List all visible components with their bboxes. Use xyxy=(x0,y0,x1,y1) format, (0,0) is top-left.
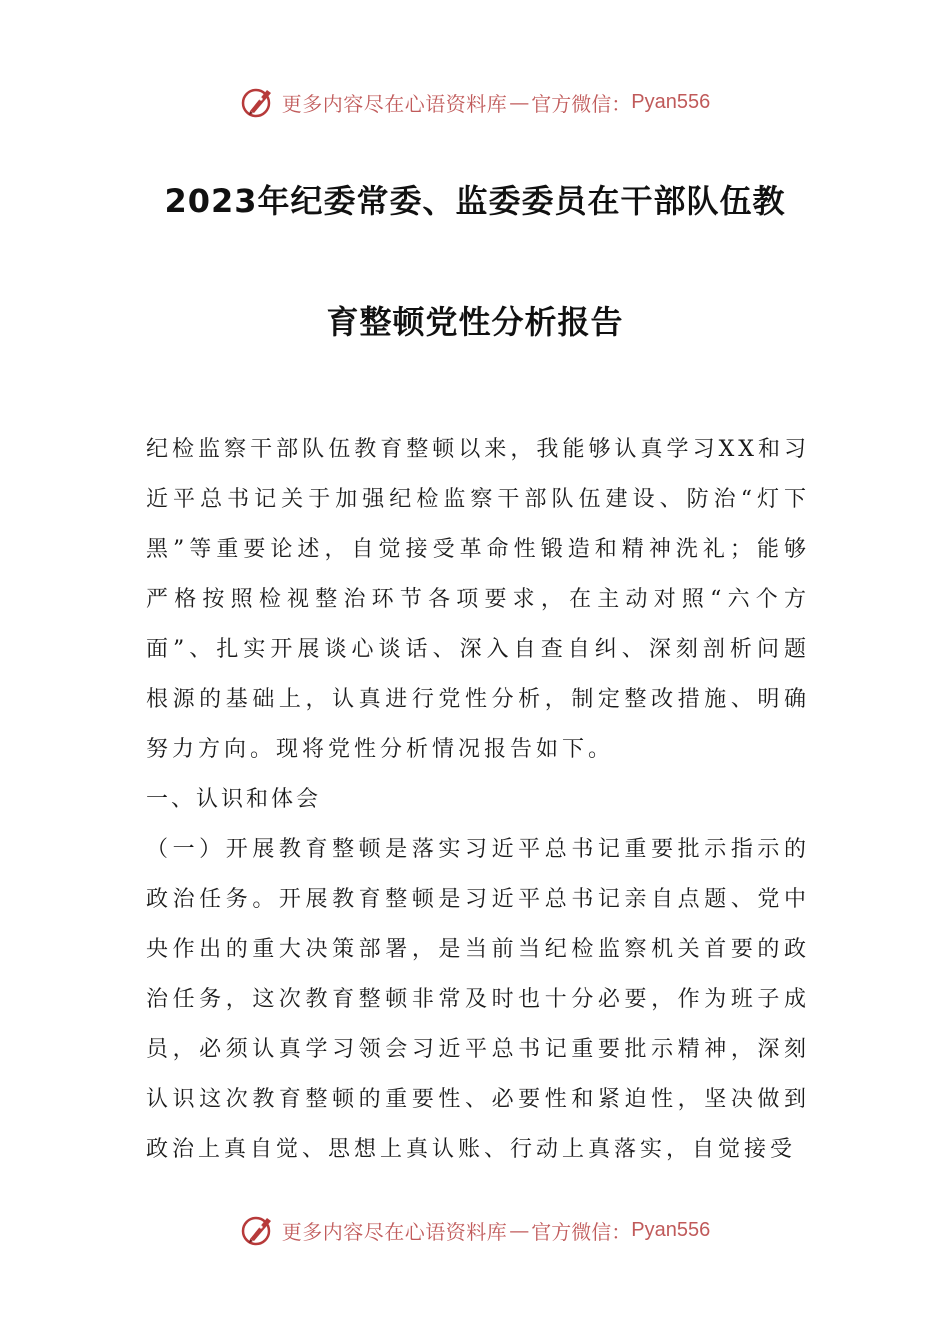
section-heading-1: 一、认识和体会 xyxy=(146,787,322,812)
paragraph-section-1-1: （一）开展教育整顿是落实习近平总书记重要批示指示的政治任务。开展教育整顿是习近平总书记亲自点题、党中央作出的重大决策部署，是当前当纪检监察机关首要的政治任务，这次教育整顿非常及时也十分必要，作为班子成员，必须认真学习领会习近平总书记重要批示精神，深刻认识这次教育整顿的重要性、必要性和紧迫性，坚决做到政治上真自觉、思想上真认账、行动上真落实，自觉接受 xyxy=(146,837,810,1162)
watermark-wechat-id: Pyan556 xyxy=(631,1218,711,1241)
pen-logo-icon xyxy=(240,1212,276,1248)
watermark-separator: — xyxy=(509,1218,530,1242)
watermark-banner-top xyxy=(0,80,950,124)
watermark-text: 更多内容尽在心语资料库 xyxy=(281,1219,508,1244)
watermark-separator: — xyxy=(509,90,530,114)
watermark-wechat-id: Pyan556 xyxy=(631,90,711,113)
pen-logo-icon xyxy=(240,84,276,120)
document-title-line-2: 育整顿党性分析报告 xyxy=(326,303,624,341)
watermark-wechat-label: 官方微信： xyxy=(531,1219,632,1244)
document-body xyxy=(146,425,810,1175)
document-title-line-1: 2023年纪委常委、监委委员在干部队伍教 xyxy=(164,182,786,220)
watermark-banner-bottom xyxy=(0,1208,950,1252)
watermark-wechat-label: 官方微信： xyxy=(531,91,632,116)
watermark-text: 更多内容尽在心语资料库 xyxy=(281,91,508,116)
paragraph-intro: 纪检监察干部队伍教育整顿以来，我能够认真学习XX和习近平总书记关于加强纪检监察干部队伍建设、防治“灯下黑”等重要论述，自觉接受革命性锻造和精神洗礼；能够严格按照检视整治环节各项要求，在主动对照“六个方面”、扎实开展谈心谈话、深入自查自纠、深刻剖析问题根源的基础上，认真进行党性分析，制定整改措施、明确努力方向。现将党性分析情况报告如下。 xyxy=(146,437,810,762)
